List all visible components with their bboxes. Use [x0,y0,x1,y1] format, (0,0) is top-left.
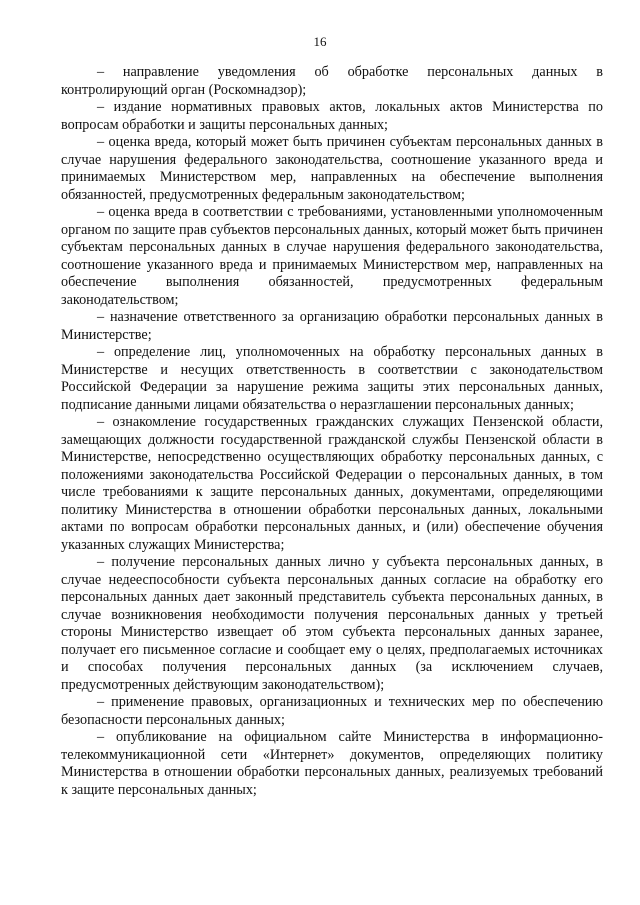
list-item: – оценка вреда, который может быть причинен субъектам персональных данных в случае нарушения федерального законодательства, соотношение указанного вреда и принимаемых Министерством мер, направленных на обеспечение выполнения обязанностей, предусмотренных федеральным законодательством; [61,134,603,203]
list-item: – направление уведомления об обработке персональных данных в контролирующий орган (Роскомнадзор); [61,64,603,98]
list-item: – опубликование на официальном сайте Министерства в информационно-телекоммуникационной сети «Интернет» документов, определяющих политику Министерства в отношении обработки персональных данных, реализуемых требований к защите персональных данных; [61,729,603,798]
list-item: – ознакомление государственных гражданских служащих Пензенской области, замещающих должности государственной гражданской службы Пензенской области в Министерстве, непосредственно осуществляющих обработку персональных данных, с положениями законодательства Российской Федерации о персональных данных, в том числе требованиями к защите персональных данных, документами, определяющими политику Министерства в отношении обработки персональных данных, локальными актами по вопросам обработки персональных данных, и (или) обеспечение обучения указанных служащих Министерства; [61,414,603,553]
list-item: – определение лиц, уполномоченных на обработку персональных данных в Министерстве и несущих ответственность в соответствии с законодательством Российской Федерации за нарушение режима защиты этих персональных данных, подписание данными лицами обязательства о неразглашении персональных данных; [61,344,603,413]
list-item: – назначение ответственного за организацию обработки персональных данных в Министерстве; [61,309,603,343]
list-item: – издание нормативных правовых актов, локальных актов Министерства по вопросам обработки и защиты персональных данных; [61,99,603,133]
list-item: – оценка вреда в соответствии с требованиями, установленными уполномоченным органом по защите прав субъектов персональных данных, который может быть причинен субъектам персональных данных в случае нарушения федерального законодательства, соотношение указанного вреда и принимаемых Министерством мер, направленных на обеспечение выполнения обязанностей, предусмотренных федеральным законодательством; [61,204,603,308]
list-item: – получение персональных данных лично у субъекта персональных данных, в случае недееспособности субъекта персональных данных согласие на обработку его персональных данных дает законный представитель субъекта персональных данных, в случае возникновения необходимости получения персональных данных у третьей стороны Министерство извещает об этом субъекта персональных данных заранее, получает его письменное согласие и сообщает ему о целях, предполагаемых источниках и способах получения персональных данных (за исключением случаев, предусмотренных действующим законодательством); [61,554,603,693]
page-number: 16 [313,34,327,49]
list-item: – применение правовых, организационных и технических мер по обеспечению безопасности персональных данных; [61,694,603,728]
document-body [61,64,603,799]
